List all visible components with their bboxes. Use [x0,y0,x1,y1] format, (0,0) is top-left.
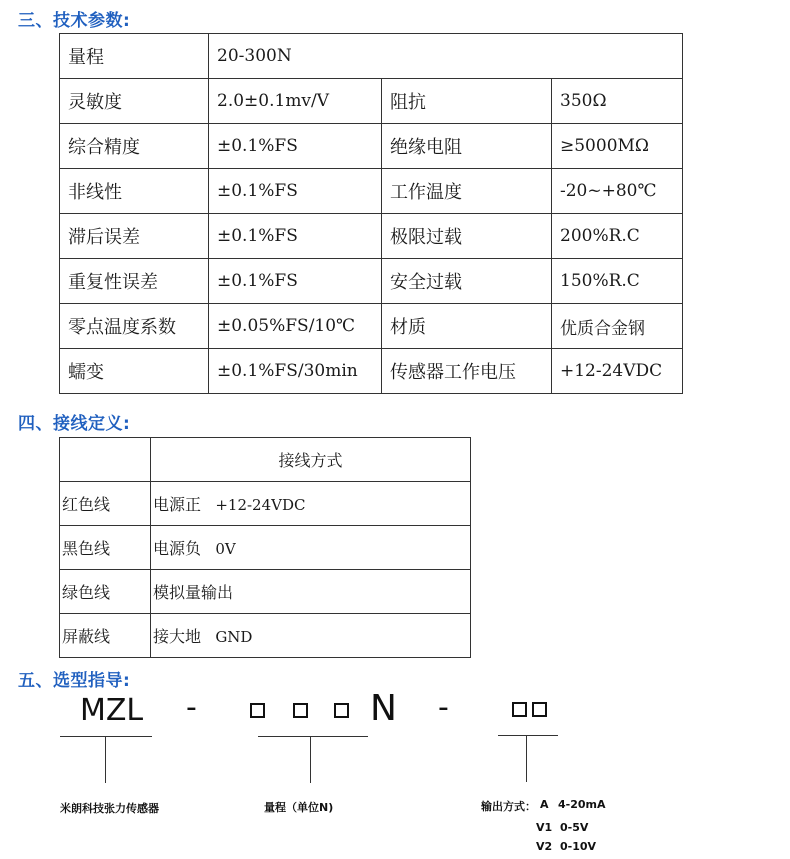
wiring-table [59,437,471,658]
model-dash-2: - [438,690,449,725]
output-range: 4-20mA [558,798,606,811]
spec-label: 灵敏度 [60,79,209,124]
spec-label: 非线性 [60,169,209,214]
spec-value: ±0.05%FS/10℃ [209,304,382,349]
wiring-header: 接线方式 [151,438,471,482]
output-code: V2 [536,840,553,853]
spec-label: 材质 [382,304,552,349]
model-prefix: MZL [80,693,144,728]
label-output-title: 输出方式： [481,800,536,813]
bracket-line [258,736,368,737]
spec-label: 安全过载 [382,259,552,304]
spec-value: -20~+80℃ [552,169,683,214]
wire-function [151,614,471,658]
bracket-line [105,737,106,783]
spec-value: 优质合金钢 [552,304,683,349]
spec-label: 滞后误差 [60,214,209,259]
spec-label: 工作温度 [382,169,552,214]
output-code: A [540,798,549,811]
spec-value: ±0.1%FS [209,214,382,259]
placeholder-box [512,702,527,717]
spec-value: 200%R.C [552,214,683,259]
table-row [60,570,471,614]
spec-value: ±0.1%FS [209,124,382,169]
spec-value: ±0.1%FS [209,169,382,214]
spec-value: 20-300N [209,34,683,79]
table-row [60,259,683,304]
label-product: 米朗科技张力传感器 [60,802,159,815]
placeholder-box [293,703,308,718]
spec-value: +12-24VDC [552,349,683,394]
model-unit: N [370,688,397,729]
spec-label: 阻抗 [382,79,552,124]
table-row [60,169,683,214]
table-row [60,304,683,349]
wire-value: 0V [215,540,236,558]
wire-color: 红色线 [60,482,151,526]
spec-label: 蠕变 [60,349,209,394]
placeholder-box [250,703,265,718]
spec-value: 2.0±0.1mv/V [209,79,382,124]
table-row [60,79,683,124]
bracket-line [60,736,152,737]
placeholder-box [334,703,349,718]
spec-label: 零点温度系数 [60,304,209,349]
wire-desc: 接大地 [153,627,202,646]
spec-value: ≥5000MΩ [552,124,683,169]
spec-label: 量程 [60,34,209,79]
wire-desc: 电源正 [153,495,202,514]
spec-value: 150%R.C [552,259,683,304]
spec-value: ±0.1%FS [209,259,382,304]
wire-color: 屏蔽线 [60,614,151,658]
table-row [60,34,683,79]
placeholder-box [532,702,547,717]
spec-label: 绝缘电阻 [382,124,552,169]
wire-color: 绿色线 [60,570,151,614]
wire-value: +12-24VDC [215,496,306,514]
wire-desc: 电源负 [153,539,202,558]
bracket-line [526,736,527,782]
model-dash-1: - [186,690,197,725]
wiring-header-empty [60,438,151,482]
tech-spec-table [59,33,683,394]
wire-desc: 模拟量输出 [153,583,234,602]
section-title-wiring: 四、接线定义: [18,414,131,434]
section-title-tech: 三、技术参数: [18,11,131,31]
table-row [60,482,471,526]
spec-label: 极限过载 [382,214,552,259]
table-row [60,614,471,658]
spec-label: 综合精度 [60,124,209,169]
spec-value: ±0.1%FS/30min [209,349,382,394]
output-range: 0-5V [560,821,589,834]
table-row [60,349,683,394]
bracket-line [498,735,558,736]
wire-function [151,526,471,570]
spec-label: 重复性误差 [60,259,209,304]
table-row [60,124,683,169]
output-code: V1 [536,821,553,834]
wire-color: 黑色线 [60,526,151,570]
wire-function [151,482,471,526]
section-title-selection: 五、选型指导: [18,671,131,691]
table-row [60,214,683,259]
table-row [60,438,471,482]
label-range: 量程（单位N) [264,801,334,814]
bracket-line [310,737,311,783]
spec-value: 350Ω [552,79,683,124]
wire-function [151,570,471,614]
output-range: 0-10V [560,840,597,853]
spec-label: 传感器工作电压 [382,349,552,394]
wire-value: GND [215,628,253,646]
table-row [60,526,471,570]
